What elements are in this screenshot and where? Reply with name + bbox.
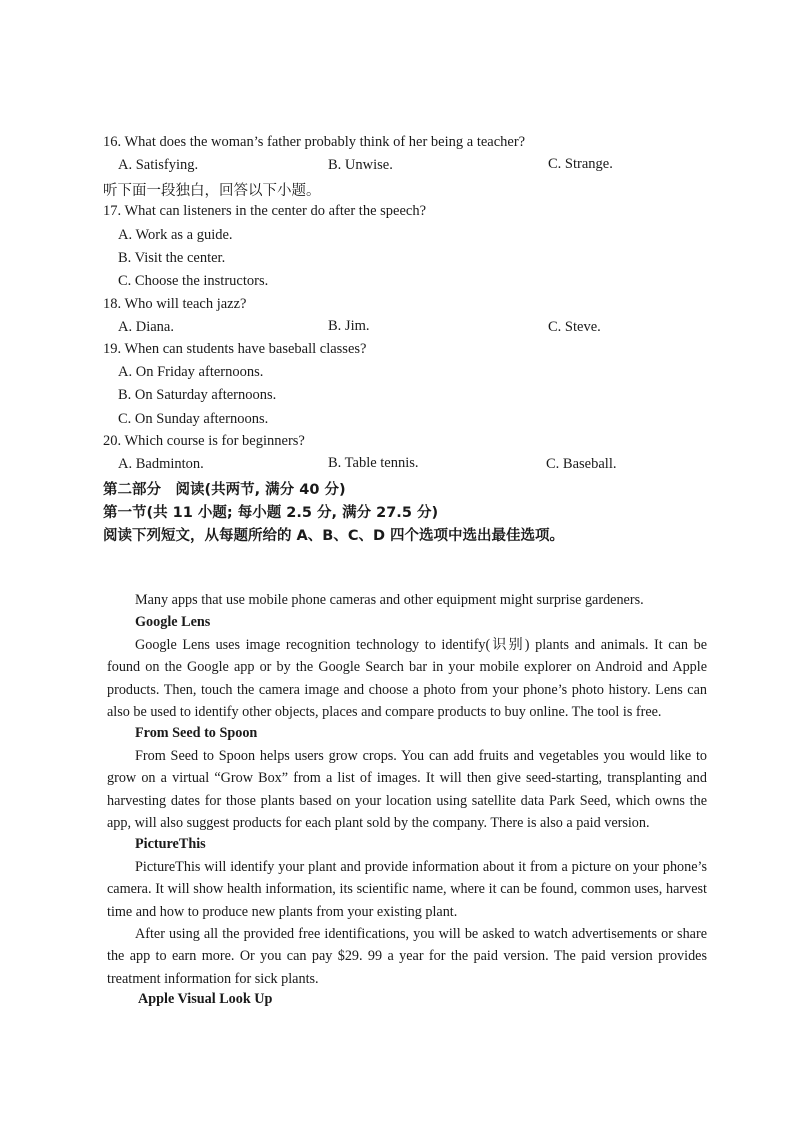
q19-option-c: C. On Sunday afternoons. <box>118 411 269 427</box>
part2-instruction: 阅读下列短文，从每题所给的 A、B、C、D 四个选项中选出最佳选项。 <box>103 528 565 544</box>
paragraph-picturethis-2: After using all the provided free identifications, you will be asked to watch advertisements or share the app to earn more. Or you can pay $29. 99 a year for the paid version. The paid version provides treatment information for sick plants. <box>107 926 707 987</box>
question-18: 18. Who will teach jazz? <box>103 296 247 312</box>
question-16: 16. What does the woman’s father probably think of her being a teacher? <box>103 134 526 150</box>
q17-option-b: B. Visit the center. <box>118 250 226 266</box>
q16-option-b: B. Unwise. <box>328 157 393 173</box>
paragraph-seed-to-spoon: From Seed to Spoon helps users grow crops. You can add fruits and vegetables you would like to grow on a virtual “Grow Box” from a list of images. It will then give seed-starting, transplanting and harvesting dates for those plants based on your location using satellite data Park Seed, which owns the app, will also suggest products for each plant sold by the company. There is also a paid version. <box>107 748 707 831</box>
paragraph-google-lens: Google Lens uses image recognition technology to identify(识别) plants and animals. It can be found on the Google app or by the Google Search bar in your mobile explorer on Android and Apple products. Then, touch the camera image and choose a photo from your phone’s photo history. Lens can also be used to identify other objects, places and compare products to buy online. The tool is free. <box>107 637 707 720</box>
listening-instruction: 听下面一段独白，回答以下小题。 <box>103 183 321 199</box>
heading-seed-to-spoon: From Seed to Spoon <box>135 725 258 741</box>
part2-title: 第二部分 阅读(共两节, 满分 40 分) <box>103 482 346 498</box>
q17-option-a: A. Work as a guide. <box>118 227 233 243</box>
q18-option-b: B. Jim. <box>328 318 370 334</box>
heading-picturethis: PictureThis <box>135 836 206 852</box>
paragraph-picturethis-1: PictureThis will identify your plant and provide information about it from a picture on your phone’s camera. It will show health information, its scientific name, where it can be found, common uses, harvest time and how to produce new plants from your existing plant. <box>107 859 707 920</box>
q19-option-a: A. On Friday afternoons. <box>118 364 264 380</box>
question-20: 20. Which course is for beginners? <box>103 433 305 449</box>
q18-option-a: A. Diana. <box>118 319 174 335</box>
q18-option-c: C. Steve. <box>548 319 601 335</box>
q20-option-c: C. Baseball. <box>546 456 617 472</box>
q20-option-b: B. Table tennis. <box>328 455 419 471</box>
part2-section1: 第一节(共 11 小题; 每小题 2.5 分, 满分 27.5 分) <box>103 505 439 521</box>
question-19: 19. When can students have baseball classes? <box>103 341 367 357</box>
heading-apple-visual-look-up: Apple Visual Look Up <box>138 991 273 1007</box>
q20-option-a: A. Badminton. <box>118 456 204 472</box>
question-17: 17. What can listeners in the center do after the speech? <box>103 203 427 219</box>
q16-option-c: C. Strange. <box>548 156 613 172</box>
q16-option-a: A. Satisfying. <box>118 157 199 173</box>
heading-google-lens: Google Lens <box>135 614 211 630</box>
q19-option-b: B. On Saturday afternoons. <box>118 387 277 403</box>
passage-intro: Many apps that use mobile phone cameras and other equipment might surprise gardeners. <box>135 592 644 608</box>
q17-option-c: C. Choose the instructors. <box>118 273 269 289</box>
